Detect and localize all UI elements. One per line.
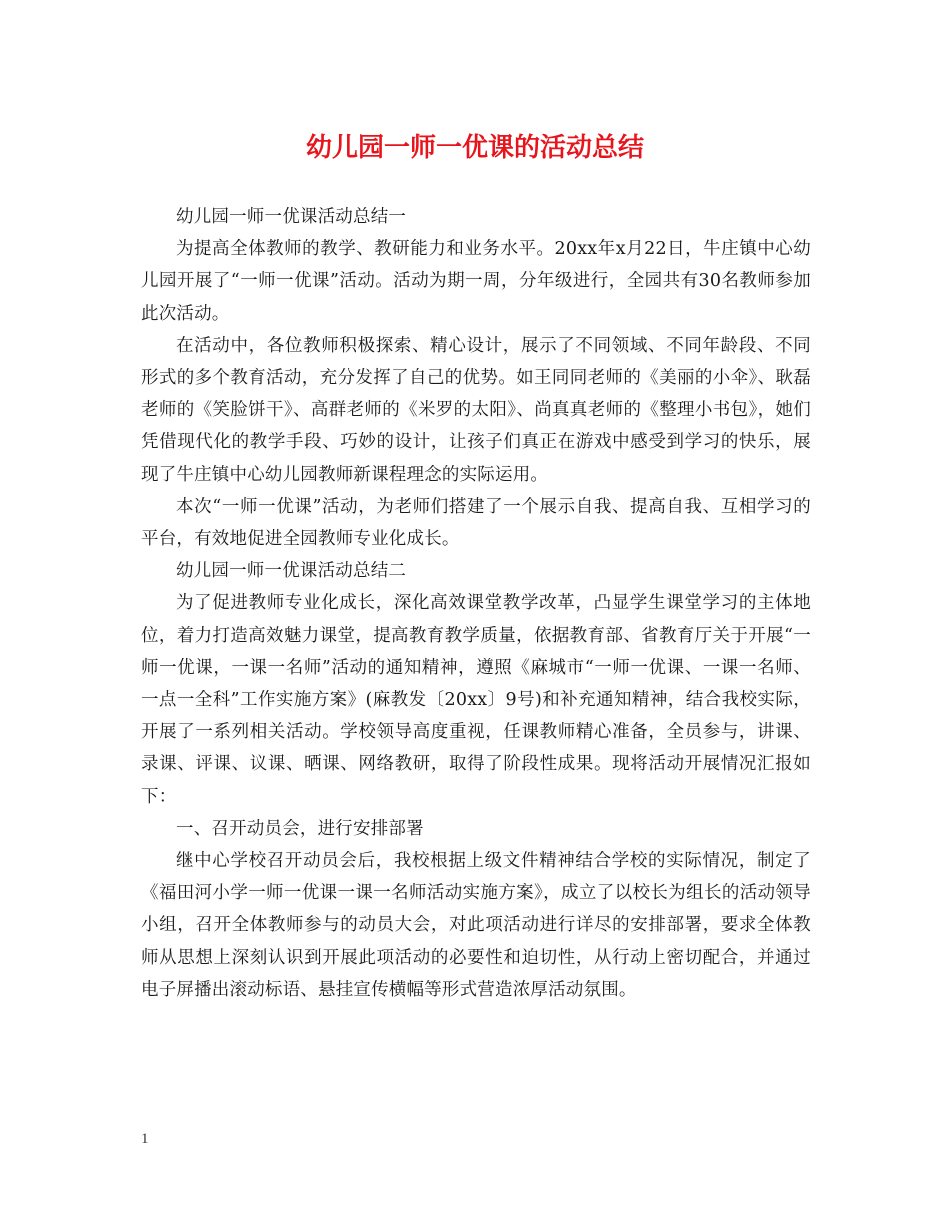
section-heading-2: 幼儿园一师一优课活动总结二 bbox=[176, 561, 407, 582]
page-number: 1 bbox=[141, 1131, 149, 1147]
paragraph: 为提高全体教师的教学、教研能力和业务水平。20xx年x月22日，牛庄镇中心幼儿园开展了“一师一优课”活动。活动为期一周，分年级进行，全园共有30名教师参加此次活动。 bbox=[141, 239, 811, 324]
paragraph: 本次“一师一优课”活动，为老师们搭建了一个展示自我、提高自我、互相学习的平台，有效地促进全园教师专业化成长。 bbox=[141, 496, 811, 550]
paragraph: 继中心学校召开动员会后，我校根据上级文件精神结合学校的实际情况，制定了《福田河小学一师一优课一课一名师活动实施方案》，成立了以校长为组长的活动领导小组，召开全体教师参与的动员大会，对此项活动进行详尽的安排部署，要求全体教师从思想上深刻认识到开展此项活动的必要性和迫切性，从行动上密切配合，并通过电子屏播出滚动标语、悬挂宣传横幅等形式营造浓厚活动氛围。 bbox=[141, 851, 811, 1000]
section-heading-1: 幼儿园一师一优课活动总结一 bbox=[176, 207, 407, 227]
subsection-heading: 一、召开动员会，进行安排部署 bbox=[176, 818, 424, 839]
document-title: 幼儿园一师一优课的活动总结 bbox=[305, 133, 644, 163]
document-body bbox=[141, 201, 811, 1006]
paragraph: 为了促进教师专业化成长，深化高效课堂教学改革，凸显学生课堂学习的主体地位，着力打造高效魅力课堂，提高教育教学质量，依据教育部、省教育厅关于开展“一师一优课，一课一名师”活动的通知精神，遵照《麻城市“一师一优课、一课一名师、一点一全科”工作实施方案》(麻教发〔20xx〕9号)和补充通知精神，结合我校实际，开展了一系列相关活动。学校领导高度重视，任课教师精心准备，全员参与，讲课、录课、评课、议课、晒课、网络教研，取得了阶段性成果。现将活动开展情况汇报如下： bbox=[141, 593, 811, 807]
paragraph: 在活动中，各位教师积极探索、精心设计，展示了不同领域、不同年龄段、不同形式的多个教育活动，充分发挥了自己的优势。如王同同老师的《美丽的小伞》、耿磊老师的《笑脸饼干》、高群老师的《米罗的太阳》、尚真真老师的《整理小书包》，她们凭借现代化的教学手段、巧妙的设计，让孩子们真正在游戏中感受到学习的快乐，展现了牛庄镇中心幼儿园教师新课程理念的实际运用。 bbox=[141, 335, 811, 485]
